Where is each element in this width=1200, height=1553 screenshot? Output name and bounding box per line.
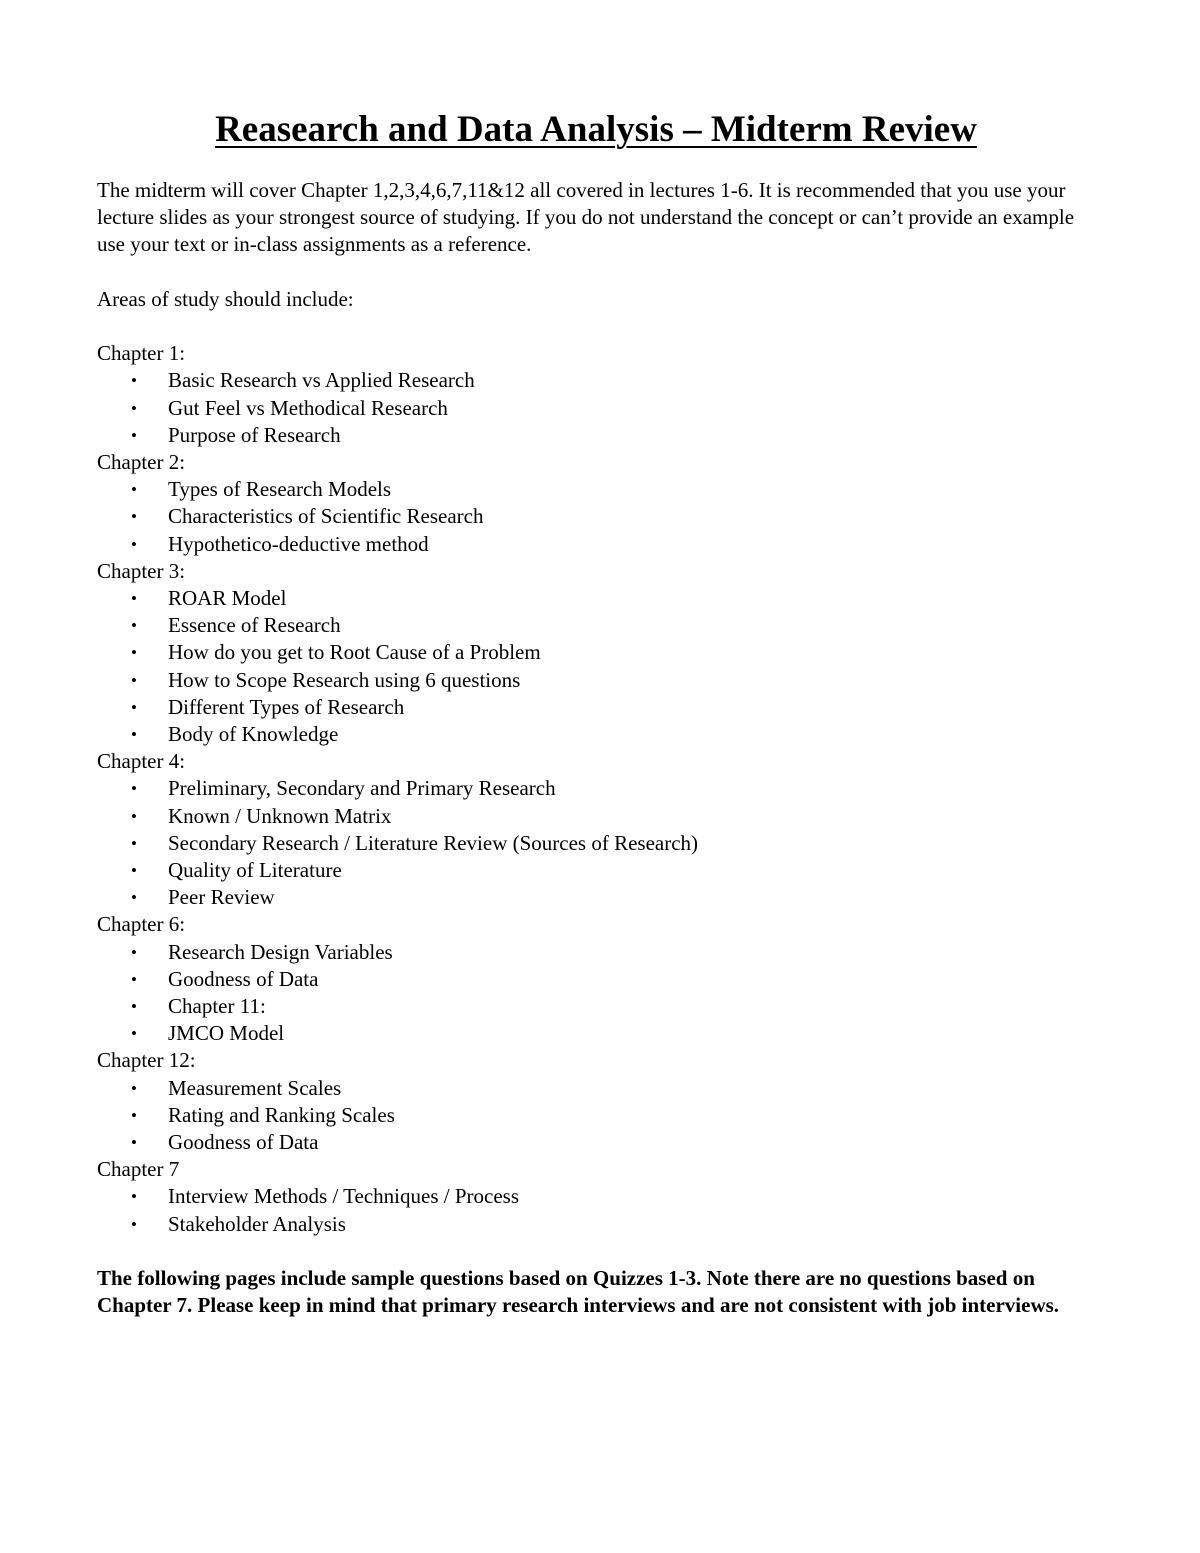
chapter-label: Chapter 7 bbox=[97, 1157, 180, 1182]
spacer bbox=[97, 313, 1087, 340]
bullet-icon: • bbox=[131, 997, 137, 1017]
list-item bbox=[97, 884, 1087, 911]
topic-text: Goodness of Data bbox=[168, 1130, 319, 1155]
spacer bbox=[97, 259, 1087, 286]
list-item bbox=[97, 830, 1087, 857]
list-item bbox=[97, 966, 1087, 993]
topic-list bbox=[97, 367, 1087, 449]
topic-text: Peer Review bbox=[168, 885, 275, 910]
bullet-icon: • bbox=[131, 425, 137, 445]
bullet-icon: • bbox=[131, 1024, 137, 1044]
chapter-section-3 bbox=[97, 558, 1087, 748]
topic-text: Gut Feel vs Methodical Research bbox=[168, 395, 448, 420]
topic-text: Secondary Research / Literature Review (Sources of Research) bbox=[168, 830, 699, 855]
intro-paragraph: The midterm will cover Chapter 1,2,3,4,6,7,11&12 all covered in lectures 1-6. It is recommended that you use your lecture slides as your strongest source of studying. If you do not understand the concept or can’t provide an example use your text or in-class assignments as a reference. bbox=[97, 178, 1075, 257]
bullet-icon: • bbox=[131, 643, 137, 663]
bullet-icon: • bbox=[131, 697, 137, 717]
topic-list bbox=[97, 775, 1087, 911]
chapter-section-12 bbox=[97, 1047, 1087, 1156]
bullet-icon: • bbox=[131, 589, 137, 609]
topic-text: How to Scope Research using 6 questions bbox=[168, 667, 521, 692]
chapter-label: Chapter 12: bbox=[97, 1048, 196, 1073]
bullet-icon: • bbox=[131, 1214, 137, 1234]
topic-text: How do you get to Root Cause of a Problem bbox=[168, 640, 541, 665]
chapter-section-4 bbox=[97, 748, 1087, 911]
document-body bbox=[97, 177, 1087, 1319]
bullet-icon: • bbox=[131, 534, 137, 554]
chapter-section-6 bbox=[97, 911, 1087, 1047]
bullet-icon: • bbox=[131, 371, 137, 391]
chapter-label: Chapter 3: bbox=[97, 558, 186, 583]
bullet-icon: • bbox=[131, 942, 137, 962]
list-item bbox=[97, 993, 1087, 1020]
list-item bbox=[97, 367, 1087, 394]
topic-text: Research Design Variables bbox=[168, 939, 393, 964]
bullet-icon: • bbox=[131, 1078, 137, 1098]
topic-text: Rating and Ranking Scales bbox=[168, 1102, 395, 1127]
list-item bbox=[97, 1020, 1087, 1047]
areas-of-study-label: Areas of study should include: bbox=[97, 286, 354, 311]
list-item bbox=[97, 857, 1087, 884]
spacer bbox=[97, 1238, 1087, 1265]
topic-list bbox=[97, 1183, 1087, 1237]
list-item bbox=[97, 775, 1087, 802]
list-item bbox=[97, 1129, 1087, 1156]
list-item bbox=[97, 476, 1087, 503]
list-item bbox=[97, 939, 1087, 966]
list-item bbox=[97, 694, 1087, 721]
chapter-label: Chapter 2: bbox=[97, 450, 186, 474]
bullet-icon: • bbox=[131, 779, 137, 799]
page-title: Reasearch and Data Analysis – Midterm Review bbox=[215, 109, 977, 150]
topic-list bbox=[97, 476, 1087, 558]
topic-list bbox=[97, 1075, 1087, 1157]
list-item bbox=[97, 803, 1087, 830]
topic-text: Types of Research Models bbox=[168, 477, 392, 502]
bullet-icon: • bbox=[131, 888, 137, 908]
bullet-icon: • bbox=[131, 725, 137, 745]
bullet-icon: • bbox=[131, 861, 137, 881]
chapter-section-7 bbox=[97, 1156, 1087, 1238]
list-item bbox=[97, 531, 1087, 558]
topic-text: Stakeholder Analysis bbox=[168, 1211, 346, 1236]
chapter-section-1 bbox=[97, 340, 1087, 449]
topic-text: ROAR Model bbox=[168, 586, 287, 611]
list-item bbox=[97, 585, 1087, 612]
topic-text: Different Types of Research bbox=[168, 694, 405, 719]
bullet-icon: • bbox=[131, 969, 137, 989]
list-item bbox=[97, 503, 1087, 530]
topic-text: Body of Knowledge bbox=[168, 722, 339, 747]
topic-text: Purpose of Research bbox=[168, 422, 341, 447]
topic-text: Basic Research vs Applied Research bbox=[168, 368, 475, 393]
topic-text: Measurement Scales bbox=[168, 1075, 342, 1100]
list-item bbox=[97, 422, 1087, 449]
bullet-icon: • bbox=[131, 480, 137, 500]
bullet-icon: • bbox=[131, 1187, 137, 1207]
chapter-section-2 bbox=[97, 449, 1087, 558]
list-item bbox=[97, 1211, 1087, 1238]
bullet-icon: • bbox=[131, 616, 137, 636]
topic-text: Known / Unknown Matrix bbox=[168, 803, 392, 828]
list-item bbox=[97, 667, 1087, 694]
bullet-icon: • bbox=[131, 1133, 137, 1153]
bullet-icon: • bbox=[131, 1105, 137, 1125]
chapter-label: Chapter 1: bbox=[97, 341, 186, 366]
list-item bbox=[97, 721, 1087, 748]
list-item bbox=[97, 1075, 1087, 1102]
list-item bbox=[97, 639, 1087, 666]
topic-text: Essence of Research bbox=[168, 613, 341, 638]
topic-text: Chapter 11: bbox=[168, 994, 266, 1019]
topic-text: Goodness of Data bbox=[168, 966, 319, 991]
topic-list bbox=[97, 939, 1087, 1048]
topic-text: Preliminary, Secondary and Primary Research bbox=[168, 776, 556, 801]
topic-text: Quality of Literature bbox=[168, 858, 342, 883]
closing-note: The following pages include sample questions based on Quizzes 1-3. Note there are no questions based on Chapter 7. Please keep in mind that primary research interviews and are not consistent with job interviews. bbox=[97, 1266, 1060, 1318]
list-item bbox=[97, 1102, 1087, 1129]
list-item bbox=[97, 612, 1087, 639]
topic-text: Characteristics of Scientific Research bbox=[168, 504, 484, 529]
chapter-label: Chapter 4: bbox=[97, 749, 186, 774]
bullet-icon: • bbox=[131, 833, 137, 853]
list-item bbox=[97, 1183, 1087, 1210]
topic-text: Interview Methods / Techniques / Process bbox=[168, 1184, 519, 1209]
topic-text: Hypothetico-deductive method bbox=[168, 531, 429, 556]
bullet-icon: • bbox=[131, 670, 137, 690]
bullet-icon: • bbox=[131, 507, 137, 527]
list-item bbox=[97, 395, 1087, 422]
chapter-label: Chapter 6: bbox=[97, 912, 186, 937]
bullet-icon: • bbox=[131, 398, 137, 418]
topic-list bbox=[97, 585, 1087, 748]
bullet-icon: • bbox=[131, 806, 137, 826]
topic-text: JMCO Model bbox=[168, 1021, 285, 1046]
